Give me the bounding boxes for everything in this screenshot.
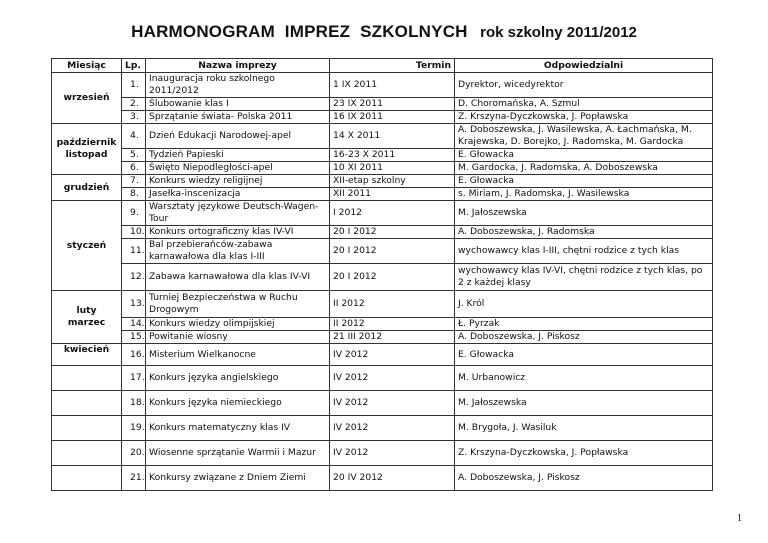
table-row (52, 391, 713, 416)
month-cell: luty marzec (52, 291, 122, 344)
row-term: 20 IV 2012 (330, 466, 455, 491)
row-lp: 4. (122, 124, 146, 149)
row-lp: 9. (122, 201, 146, 226)
table-row (52, 149, 713, 162)
row-responsible: Dyrektor, wicedyrektor (455, 73, 713, 98)
row-term: IV 2012 (330, 441, 455, 466)
row-event-name: Wiosenne sprzątanie Warmii i Mazur (146, 441, 330, 466)
row-event-name: Konkurs wiedzy religijnej (146, 175, 330, 188)
row-term: IV 2012 (330, 416, 455, 441)
table-row (52, 344, 713, 366)
row-responsible: M. Brygoła, J. Wasiluk (455, 416, 713, 441)
row-lp: 12. (122, 264, 146, 291)
row-event-name: Konkurs języka angielskiego (146, 366, 330, 391)
row-responsible: A. Doboszewska, J. Wasilewska, A. Łachmańska, M. Krajewska, D. Borejko, J. Radomska, M. Gardocka (455, 124, 713, 149)
row-responsible: A. Doboszewska, J. Radomska (455, 226, 713, 239)
table-row (52, 98, 713, 111)
row-event-name: Ślubowanie klas I (146, 98, 330, 111)
row-term: 20 I 2012 (330, 264, 455, 291)
row-lp: 6. (122, 162, 146, 175)
row-event-name: Święto Niepodległości-apel (146, 162, 330, 175)
row-event-name: Konkurs ortograficzny klas IV-VI (146, 226, 330, 239)
table-row (52, 441, 713, 466)
row-lp: 2. (122, 98, 146, 111)
row-event-name: Konkursy związane z Dniem Ziemi (146, 466, 330, 491)
row-term: 16 IX 2011 (330, 111, 455, 124)
row-event-name: Zabawa karnawałowa dla klas IV-VI (146, 264, 330, 291)
row-event-name: Konkurs matematyczny klas IV (146, 416, 330, 441)
row-lp: 17. (122, 366, 146, 391)
row-lp: 13. (122, 291, 146, 318)
table-row (52, 466, 713, 491)
schedule-table (51, 58, 713, 491)
row-responsible: M. Jałoszewska (455, 391, 713, 416)
row-event-name: Bal przebierańców-zabawa karnawałowa dla klas I-III (146, 239, 330, 264)
row-term: XII-etap szkolny (330, 175, 455, 188)
month-cell-empty (52, 391, 122, 416)
title-school-year: rok szkolny 2011/2012 (480, 24, 637, 41)
table-row (52, 318, 713, 331)
header-term: Termin (330, 59, 455, 73)
row-responsible: A. Doboszewska, J. Piskosz (455, 466, 713, 491)
row-lp: 16. (122, 344, 146, 366)
row-term: 14 X 2011 (330, 124, 455, 149)
row-event-name: Tydzień Papieski (146, 149, 330, 162)
row-lp: 10. (122, 226, 146, 239)
row-event-name: Warsztaty językowe Deutsch-Wagen-Tour (146, 201, 330, 226)
table-row (52, 175, 713, 188)
row-lp: 1. (122, 73, 146, 98)
row-responsible: D. Choromańska, A. Szmul (455, 98, 713, 111)
row-event-name: Inauguracja roku szkolnego 2011/2012 (146, 73, 330, 98)
row-event-name: Powitanie wiosny (146, 331, 330, 344)
row-term: 10 XI 2011 (330, 162, 455, 175)
month-cell: styczeń (52, 201, 122, 291)
row-responsible: E. Głowacka (455, 344, 713, 366)
table-row (52, 188, 713, 201)
month-cell-empty (52, 366, 122, 391)
month-cell: październik listopad (52, 124, 122, 175)
row-event-name: Dzień Edukacji Narodowej-apel (146, 124, 330, 149)
row-event-name: Konkurs wiedzy olimpijskiej (146, 318, 330, 331)
table-row (52, 162, 713, 175)
row-term: XII 2011 (330, 188, 455, 201)
row-responsible: E. Głowacka (455, 175, 713, 188)
row-responsible: Z. Krszyna-Dyczkowska, J. Popławska (455, 111, 713, 124)
row-event-name: Sprzątanie świata- Polska 2011 (146, 111, 330, 124)
row-lp: 21. (122, 466, 146, 491)
table-row (52, 111, 713, 124)
row-event-name: Jasełka-inscenizacja (146, 188, 330, 201)
month-cell-empty (52, 441, 122, 466)
table-row (52, 239, 713, 264)
row-term: 23 IX 2011 (330, 98, 455, 111)
row-lp: 15. (122, 331, 146, 344)
row-lp: 18. (122, 391, 146, 416)
row-term: IV 2012 (330, 391, 455, 416)
row-term: IV 2012 (330, 366, 455, 391)
table-row (52, 291, 713, 318)
row-responsible: A. Doboszewska, J. Piskosz (455, 331, 713, 344)
table-row (52, 264, 713, 291)
table-row (52, 226, 713, 239)
row-responsible: Ł. Pyrzak (455, 318, 713, 331)
table-row (52, 73, 713, 98)
header-month: Miesiąc (52, 59, 122, 73)
row-lp: 3. (122, 111, 146, 124)
title-main: HARMONOGRAM IMPREZ SZKOLNYCH (131, 22, 468, 41)
row-lp: 11. (122, 239, 146, 264)
row-term: II 2012 (330, 291, 455, 318)
row-term: 20 I 2012 (330, 239, 455, 264)
row-lp: 5. (122, 149, 146, 162)
header-responsible: Odpowiedzialni (455, 59, 713, 73)
row-term: 20 I 2012 (330, 226, 455, 239)
row-event-name: Konkurs języka niemieckiego (146, 391, 330, 416)
row-term: II 2012 (330, 318, 455, 331)
month-cell: wrzesień (52, 73, 122, 124)
page-number: 1 (737, 513, 742, 524)
month-cell-empty (52, 416, 122, 441)
row-term: 1 IX 2011 (330, 73, 455, 98)
header-row (52, 59, 713, 73)
month-cell: kwiecień (52, 344, 122, 366)
row-responsible: Z. Krszyna-Dyczkowska, J. Popławska (455, 441, 713, 466)
table-row (52, 201, 713, 226)
row-responsible: wychowawcy klas I-III, chętni rodzice z tych klas (455, 239, 713, 264)
row-lp: 8. (122, 188, 146, 201)
table-row (52, 331, 713, 344)
row-lp: 19. (122, 416, 146, 441)
table-row (52, 366, 713, 391)
month-cell-empty (52, 466, 122, 491)
row-event-name: Misterium Wielkanocne (146, 344, 330, 366)
month-cell: grudzień (52, 175, 122, 201)
header-lp: Lp. (122, 59, 146, 73)
table-row (52, 124, 713, 149)
header-event-name: Nazwa imprezy (146, 59, 330, 73)
row-term: IV 2012 (330, 344, 455, 366)
row-lp: 14. (122, 318, 146, 331)
row-responsible: J. Król (455, 291, 713, 318)
row-term: 16-23 X 2011 (330, 149, 455, 162)
row-responsible: wychowawcy klas IV-VI, chętni rodzice z tych klas, po 2 z każdej klasy (455, 264, 713, 291)
row-responsible: M. Urbanowicz (455, 366, 713, 391)
document-title (0, 22, 768, 42)
row-term: I 2012 (330, 201, 455, 226)
row-event-name: Turniej Bezpieczeństwa w Ruchu Drogowym (146, 291, 330, 318)
row-responsible: M. Jałoszewska (455, 201, 713, 226)
row-responsible: M. Gardocka, J. Radomska, A. Doboszewska (455, 162, 713, 175)
row-responsible: s. Miriam, J. Radomska, J. Wasilewska (455, 188, 713, 201)
table-row (52, 416, 713, 441)
row-term: 21 III 2012 (330, 331, 455, 344)
row-lp: 20. (122, 441, 146, 466)
row-lp: 7. (122, 175, 146, 188)
row-responsible: E. Głowacka (455, 149, 713, 162)
